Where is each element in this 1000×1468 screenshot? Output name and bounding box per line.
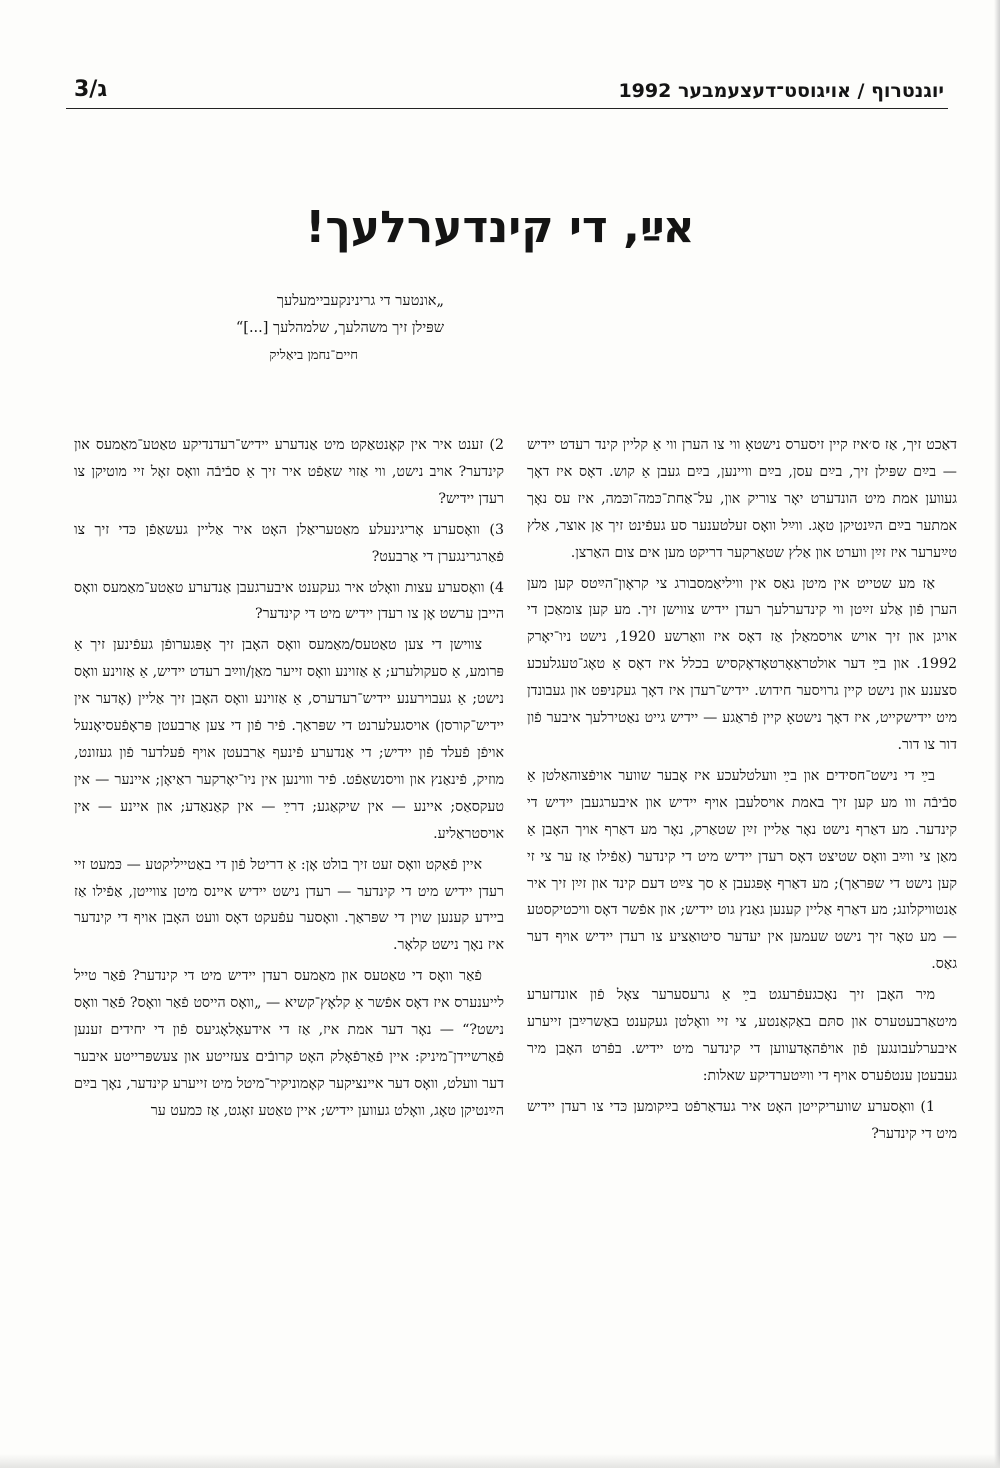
paragraph: אַז מע שטייט אין מיטן גאַס אין וויליאַמסבורג צי קראָון־הײַטס קען מען הערן פֿון אַלע זײַטן ווי קינדערלעך רעדן יידיש צווישן זיך. מע קען צומאַכן די אויגן און זיך אויש אויסמאַלן אַז דאָס איז וואַרשע 1920, נישט ניו־יאָרק 1992. און בײַ דער אולטראַאָרטאָדאָקסיש בכלל איז דאָס אַ טאָג־טעגלעכע סצענע און נישט קיין גרויסער חידוש. יידיש־רעדן איז דאָך געקניפּט און געבונדן מיט יידישקייט, איז דאָך נישטאָ קיין פֿראַגע — יידיש גייט נאַטירלעך איבער פֿון דור צו דור. bbox=[527, 575, 957, 753]
scan-edge-shadow bbox=[994, 0, 1000, 1468]
paragraph: בײַ די נישט־חסידים און בײַ וועלטלעכע איז אָבער שווער אויפֿצוהאַלטן אַ סבֿיבֿה ווו מע קען זיך באמת אויסלעבן אויף יידיש און איבערגעבן יידיש די קינדער. מע דאַרף נישט נאָר אַליין זײַן שטאַרק, נאָר מע דאַרף אויך האָבן אַ מאַן צי ווײַב וואָס שטיצט דאָס רעדן יידיש מיט די קינדער (אַפֿילו אַז ער צי זי קען נישט די שפּראַך); מע דאַרף אָפּגעבן אַ סך צײַט דעם קינד און זײַן זיך איר אַנטוויקלונג; מע דאַרף אַליין קענען גאַנץ גוט יידיש; און אפֿשר דאָס וויכטיקסטע — מע טאָר זיך נישט שעמען אין יעדער סיטואַציע צו רעדן יידיש אויף דער גאַס. bbox=[527, 767, 957, 973]
running-header bbox=[66, 72, 948, 109]
paragraph: פֿאַר וואָס די טאַטעס און מאַמעס רעדן יידיש מיט די קינדער? פֿאַר טייל לייענערס איז דאָס אפֿשר אַ קלאָץ־קשיא — „וואָס הייסט פֿאַר וואָס? פֿאַר וואָס נישט?“ — נאָר דער אמת איז, אַז די אידעאָלאָגיעס פֿון די יחידים זענען פֿאַרשיידן־מיניק: איין פֿאַרפֿאָלק האָט קרובֿים צעזייטע און צעשפּרייטע איבער דער וועלט, וואָס דער איינציקער קאָמוניקיר־מיטל מיט זייערע קינדער, נאָך בײַם הײַנטיקן טאָג, וואָלט געווען יידיש; איין טאַטע זאָגט, אַז כּמעט ער bbox=[74, 968, 504, 1119]
epigraph-line: שפּילן זיך משהלעך, שלמהלעך [...]“ bbox=[235, 320, 444, 336]
question-item: 4) וואָסערע עצות וואָלט איר געקענט איבערגעבן אַנדערע טאַטע־מאַמעס וואָס הייבן ערשט אָן צו רעדן יידיש מיט די קינדער? bbox=[74, 579, 504, 623]
epigraph-line: „אונטער די גרינינקעביימעלעך bbox=[276, 293, 444, 309]
paragraph: איין פֿאַקט וואָס זעט זיך בולט אָן: אַ דריטל פֿון די באַטייליקטע — כּמעט זיי רעדן יידיש מיט די קינדער — רעדן נישט יידיש איינס מיטן צווייטן, אַפֿילו אַז ביידע קענען שוין די שפּראַך. וואָסער עפֿעקט דאָס וועט האָבן אויף די קינדער איז נאָך נישט קלאָר. bbox=[74, 856, 504, 954]
epigraph-author: חיים־נחמן ביאַליק bbox=[269, 348, 358, 363]
article-title: אײַ, די קינדערלעך! bbox=[305, 202, 695, 253]
question-item: 2) זענט איר אין קאָנטאַקט מיט אַנדערע יידיש־רעדנדיקע טאַטע־מאַמעס און קינדער? אויב נישט, ווי אַזוי שאַפֿט איר זיך אַ סבֿיבֿה וואָס זאָל זיי מוטיקן צו רעדן יידיש? bbox=[74, 437, 504, 507]
text-column-left bbox=[74, 432, 504, 1352]
question-item: 1) וואָסערע שוועריקייטן האָט איר געדאַרפֿט בײַקומען כּדי צו רעדן יידיש מיט די קינדער? bbox=[527, 1098, 957, 1142]
page-number: 3/ג bbox=[74, 77, 108, 102]
epigraph bbox=[124, 288, 444, 369]
question-item: 3) וואָסערע אָריגינעלע מאַטעריאַלן האָט איר אַליין געשאַפֿן כּדי זיך צו פֿאַרגרינגערן די אַרבעט? bbox=[74, 521, 504, 565]
paragraph: מיר האָבן זיך נאָכגעפֿרעגט בײַ אַ גרעסערער צאָל פֿון אונדזערע מיטאַרבעטערס און סתּם באַקאַנטע, צי זיי וואָלטן געקענט באַשרײַבן זייערע איבערלעבונגען פֿון אויפֿהאָדעווען די קינדער מיט יידיש. בפֿרט האָבן מיר געבעטן ענטפֿערס אויף די ווײַטערדיקע שאלות: bbox=[527, 987, 957, 1084]
paragraph: צווישן די צען טאַטעס/מאַמעס וואָס האָבן זיך אָפּגערופֿן געפֿינען זיך אַ פּרומע, אַ סעקולערע; אַ אַזוינע וואָס זייער מאַן/ווײַב רעדט יידיש, אַ אַזוינע וואָס נישט; אַ געבוירענע יידיש־רעדערס, אַ אַזוינע וואָס האָבן זיך אַליין (אָדער אין יידיש־קורסן) אויסגעלערנט די שפּראַך. פֿיר פֿון די צען אַרבעטן פּראָפֿעסיאָנעל אויפֿן פֿעלד פֿון יידיש; די אַנדערע פֿינעף אַרבעטן אויף פֿעלדער פֿון געזונט, מוזיק, פֿינאַנץ און וויסנשאַפֿט. פֿיר וווינען אין ניו־יאָרקער ראַיאָן; איינער — אין טעקסאַס; איינע — אין שיקאַגע; דרײַ — אין קאַנאַדע; און איינע — אין אויסטראַליע. bbox=[74, 637, 504, 842]
text-column-right bbox=[527, 432, 957, 1352]
scan-bottom-shadow bbox=[0, 1454, 1000, 1468]
publication-title: יוגנטרוף / אויגוסט־דעצעמבער 1992 bbox=[618, 80, 944, 102]
paragraph: דאַכט זיך, אַז ס׳איז קיין זיסערס נישטאָ ווי צו הערן ווי אַ קליין קינד רעדט יידיש — בײַם שפּילן זיך, בײַם עסן, בײַם וויינען, בײַם געבן אַ קוש. דאָס איז דאָך געווען אמת מיט הונדערט יאָר צוריק און, על־אַחת־כּמה־וכּמה, איז עס נאָך אמתער בײַם הײַנטיקן טאָג. ווײַל וואָס זעלטענער סע געפֿינט זיך אַן אוצר, אַלץ טײַערער איז זײַן ווערט און אַלץ שטאַרקער דריקט מען אים צום האַרצן. bbox=[527, 437, 957, 561]
